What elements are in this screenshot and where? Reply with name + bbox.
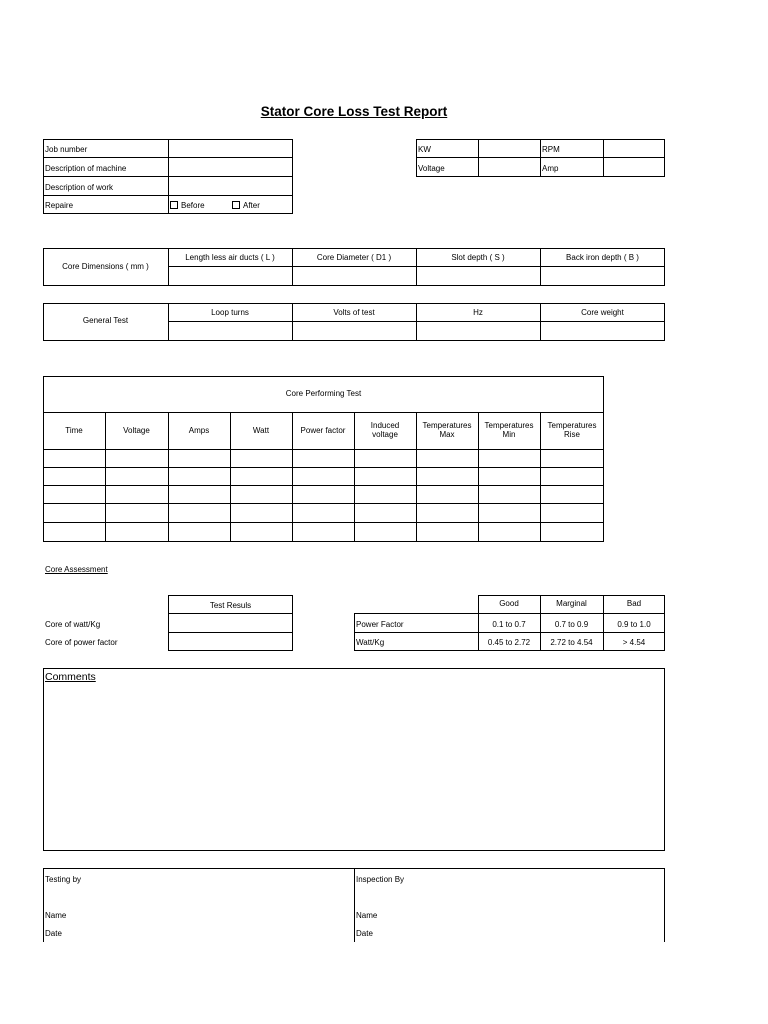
comments-label: Comments [45, 671, 96, 683]
inspection-date-label: Date [356, 929, 373, 938]
power-factor-result-field[interactable] [169, 633, 292, 650]
watt-kg-result-field[interactable] [169, 614, 292, 632]
header-induced-voltage: Induced voltage [370, 421, 400, 439]
col-slot-depth: Slot depth ( S ) [451, 253, 505, 262]
checkbox-icon [170, 201, 178, 209]
criteria-row-label: Watt/Kg [356, 638, 385, 647]
checkbox-icon [232, 201, 240, 209]
testing-by-label: Testing by [45, 875, 82, 884]
criteria-cell: 0.7 to 0.9 [554, 620, 589, 629]
criteria-bad-header: Bad [626, 599, 642, 608]
criteria-cell: > 4.54 [622, 638, 646, 647]
header-voltage: Voltage [123, 426, 150, 435]
criteria-row-label: Power Factor [356, 620, 404, 629]
repaire-label: Repaire [45, 201, 74, 210]
description-work-label: Description of work [45, 183, 114, 192]
rpm-label: RPM [542, 145, 560, 154]
testing-date-label: Date [45, 929, 62, 938]
col-core-weight: Core weight [581, 308, 624, 317]
voltage-field[interactable] [479, 158, 540, 176]
col-hz: Hz [473, 308, 483, 317]
core-assessment-heading: Core Assessment [45, 565, 108, 574]
header-power-factor: Power factor [300, 426, 346, 435]
before-checkbox[interactable]: Before [170, 201, 205, 211]
inspection-name-label: Name [356, 911, 378, 920]
test-results-header: Test Resuls [209, 601, 252, 610]
power-factor-label: Core of power factor [45, 638, 118, 647]
description-machine-field[interactable] [169, 158, 292, 176]
amp-field[interactable] [604, 158, 664, 176]
criteria-marginal-header: Marginal [556, 599, 587, 608]
job-number-label: Job number [45, 145, 88, 154]
job-number-field[interactable] [169, 140, 292, 157]
kw-field[interactable] [479, 140, 540, 157]
kw-label: KW [418, 145, 431, 154]
inspection-by-label: Inspection By [356, 875, 405, 884]
watt-kg-label: Core of watt/Kg [45, 620, 101, 629]
col-loop-turns: Loop turns [211, 308, 249, 317]
voltage-label: Voltage [418, 164, 445, 173]
header-time: Time [65, 426, 83, 435]
after-checkbox[interactable]: After [232, 201, 260, 211]
criteria-cell: 0.9 to 1.0 [617, 620, 651, 629]
header-temp-rise: Temperatures Rise [547, 421, 597, 439]
col-back-iron-depth: Back iron depth ( B ) [566, 253, 639, 262]
col-length: Length less air ducts ( L ) [185, 253, 275, 262]
report-title: Stator Core Loss Test Report [260, 104, 448, 119]
testing-name-label: Name [45, 911, 67, 920]
amp-label: Amp [542, 164, 559, 173]
criteria-good-header: Good [499, 599, 519, 608]
core-dimensions-label: Core Dimensions ( mm ) [62, 262, 149, 271]
criteria-cell: 0.45 to 2.72 [487, 638, 531, 647]
core-performing-title: Core Performing Test [285, 389, 362, 398]
header-amps: Amps [188, 426, 210, 435]
col-core-diameter: Core Diameter ( D1 ) [316, 253, 392, 262]
general-test-label: General Test [82, 316, 129, 325]
description-work-field[interactable] [169, 177, 292, 195]
rpm-field[interactable] [604, 140, 664, 157]
description-machine-label: Description of machine [45, 164, 127, 173]
criteria-cell: 2.72 to 4.54 [550, 638, 593, 647]
header-temp-max: Temperatures Max [422, 421, 472, 439]
col-volts-of-test: Volts of test [333, 308, 375, 317]
criteria-cell: 0.1 to 0.7 [492, 620, 526, 629]
comments-box[interactable] [43, 668, 665, 851]
header-watt: Watt [252, 426, 270, 435]
header-temp-min: Temperatures Min [484, 421, 534, 439]
